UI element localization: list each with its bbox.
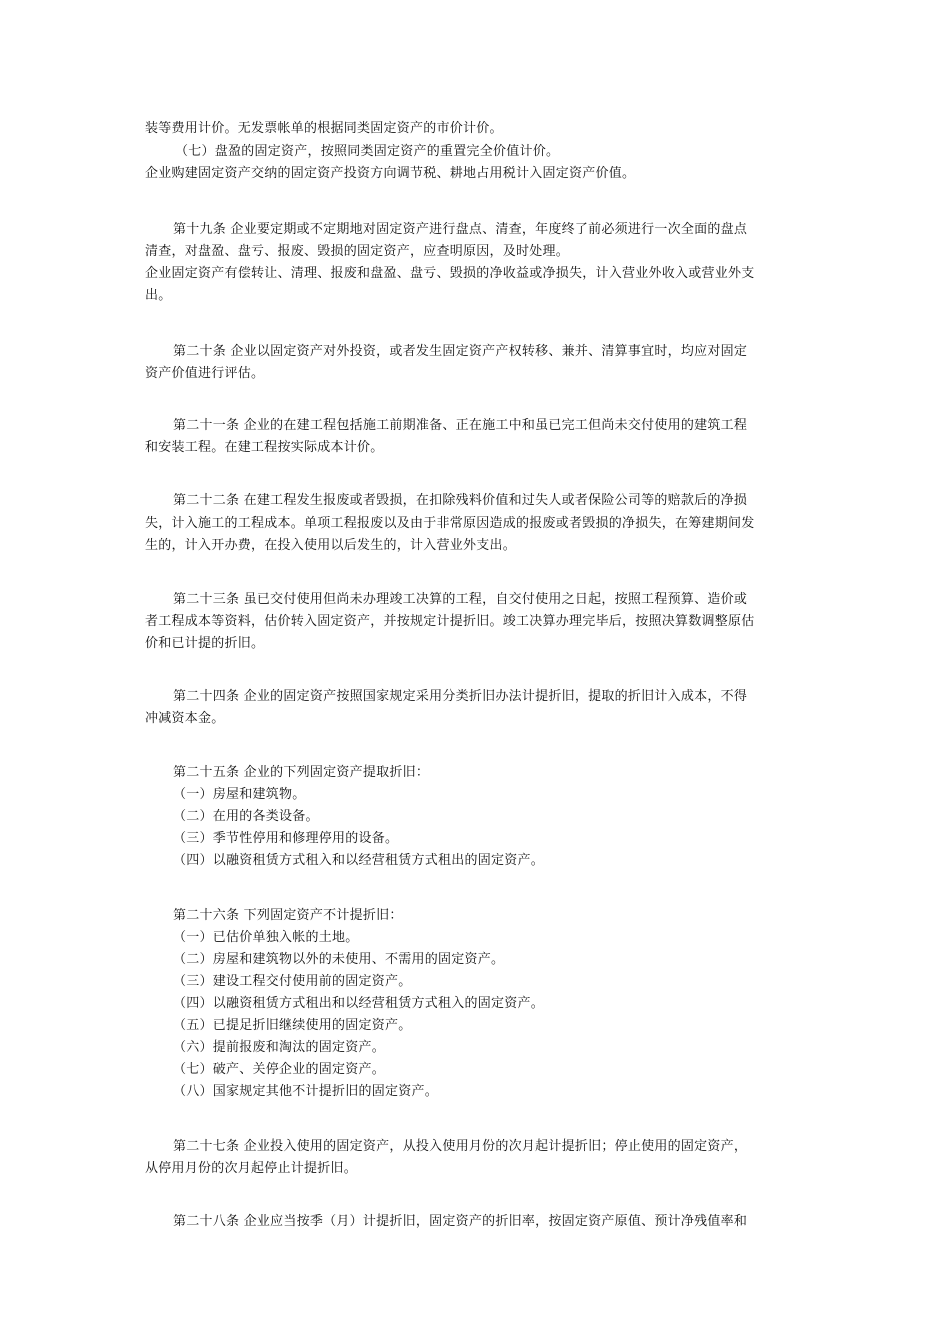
text-line: 企业固定资产有偿转让、清理、报废和盘盈、盘亏、毁损的净收益或净损失，计入营业外收入或营业外支 xyxy=(145,266,755,281)
text-line: 者工程成本等资料，估价转入固定资产，并按规定计提折旧。竣工决算办理完毕后，按照决算数调整原估 xyxy=(145,614,755,629)
text-line: （六）提前报废和淘汰的固定资产。 xyxy=(173,1040,386,1055)
text-line: 企业购建固定资产交纳的固定资产投资方向调节税、耕地占用税计入固定资产价值。 xyxy=(145,166,636,181)
text-line: （二）房屋和建筑物以外的未使用、不需用的固定资产。 xyxy=(173,952,505,967)
text-line: 第十九条 企业要定期或不定期地对固定资产进行盘点、清查，年度终了前必须进行一次全面的盘点 xyxy=(173,222,748,237)
text-line: 生的，计入开办费，在投入使用以后发生的，计入营业外支出。 xyxy=(145,538,517,553)
text-line: 第二十七条 企业投入使用的固定资产，从投入使用月份的次月起计提折旧；停止使用的固定资产， xyxy=(173,1139,748,1154)
text-line: 第二十四条 企业的固定资产按照国家规定采用分类折旧办法计提折旧，提取的折旧计入成本，不得 xyxy=(173,689,748,704)
text-line: 清查，对盘盈、盘亏、报废、毁损的固定资产，应查明原因，及时处理。 xyxy=(145,244,570,259)
text-line: （四）以融资租赁方式租入和以经营租赁方式租出的固定资产。 xyxy=(173,853,545,868)
text-line: （七）破产、关停企业的固定资产。 xyxy=(173,1062,386,1077)
text-line: 第二十三条 虽已交付使用但尚未办理竣工决算的工程，自交付使用之日起，按照工程预算、造价或 xyxy=(173,592,748,607)
text-line: （一）已估价单独入帐的土地。 xyxy=(173,930,359,945)
text-line: 失，计入施工的工程成本。单项工程报废以及由于非常原因造成的报废或者毁损的净损失，在筹建期间发 xyxy=(145,516,755,531)
text-line: （五）已提足折旧继续使用的固定资产。 xyxy=(173,1018,412,1033)
text-line: 资产价值进行评估。 xyxy=(145,366,265,381)
text-line: 第二十八条 企业应当按季（月）计提折旧，固定资产的折旧率，按固定资产原值、预计净残值率和 xyxy=(173,1214,748,1229)
text-line: 第二十一条 企业的在建工程包括施工前期准备、正在施工中和虽已完工但尚未交付使用的建筑工程 xyxy=(173,418,748,433)
text-line: 第二十条 企业以固定资产对外投资，或者发生固定资产产权转移、兼并、清算事宜时，均应对固定 xyxy=(173,344,748,359)
text-line: 价和已计提的折旧。 xyxy=(145,636,265,651)
text-line: （一）房屋和建筑物。 xyxy=(173,787,306,802)
text-line: （三）季节性停用和修理停用的设备。 xyxy=(173,831,399,846)
text-line: 出。 xyxy=(145,288,172,303)
text-line: 从停用月份的次月起停止计提折旧。 xyxy=(145,1161,358,1176)
text-line: 冲减资本金。 xyxy=(145,711,225,726)
text-line: （二）在用的各类设备。 xyxy=(173,809,319,824)
text-line: （八）国家规定其他不计提折旧的固定资产。 xyxy=(173,1084,439,1099)
text-line: 第二十二条 在建工程发生报废或者毁损，在扣除残料价值和过失人或者保险公司等的赔款后的净损 xyxy=(173,493,748,508)
text-line: （四）以融资租赁方式租出和以经营租赁方式租入的固定资产。 xyxy=(173,996,545,1011)
text-line: 装等费用计价。无发票帐单的根据同类固定资产的市价计价。 xyxy=(145,121,503,136)
text-line: 第二十五条 企业的下列固定资产提取折旧： xyxy=(173,765,430,780)
text-line: （七）盘盈的固定资产，按照同类固定资产的重置完全价值计价。 xyxy=(175,144,560,159)
text-line: 第二十六条 下列固定资产不计提折旧： xyxy=(173,908,403,923)
text-line: （三）建设工程交付使用前的固定资产。 xyxy=(173,974,412,989)
text-line: 和安装工程。在建工程按实际成本计价。 xyxy=(145,440,384,455)
